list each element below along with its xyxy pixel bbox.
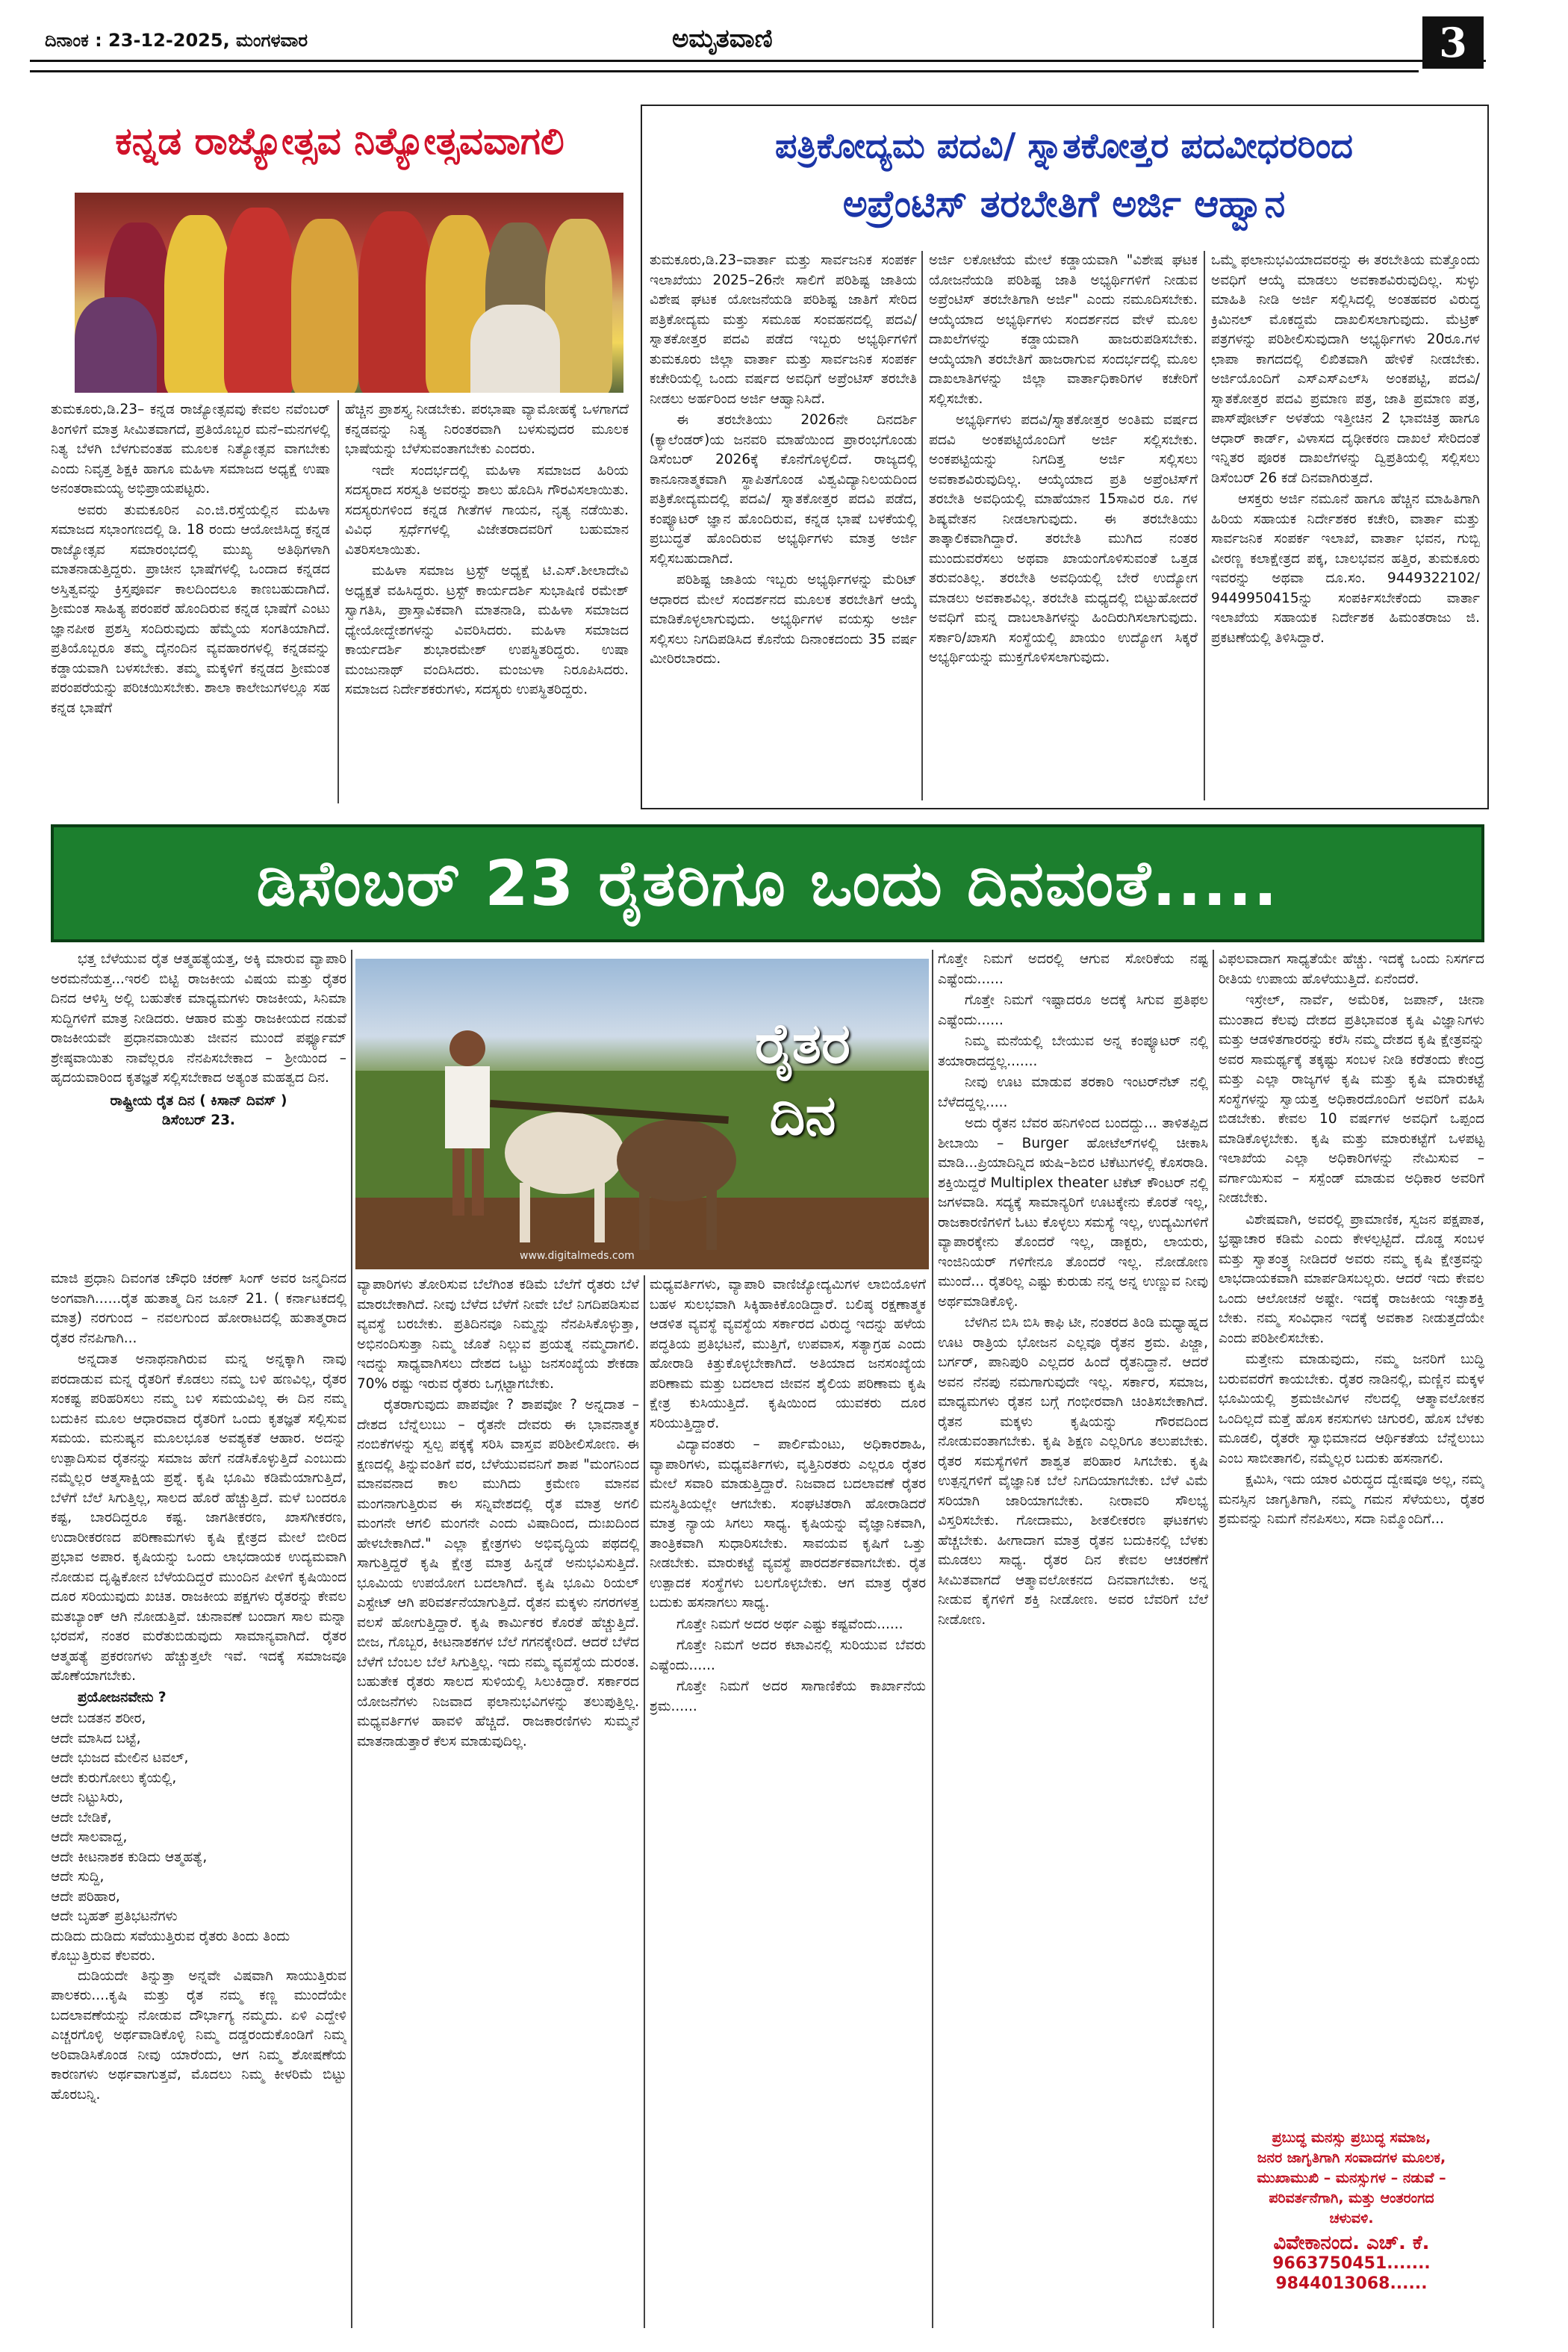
article-apprentice-col3 [1211,251,1480,800]
paragraph: ಹೆಚ್ಚಿನ ಪ್ರಾಶಸ್ತ್ಯ ನೀಡಬೇಕು. ಪರಭಾಷಾ ವ್ಯಾಮೋಹಕ್ಕೆ ಒಳಗಾಗದೆ ಕನ್ನಡವನ್ನು ನಿತ್ಯ ನಿರಂತರವಾಗಿ ಬಳಸುವುದರ ಮೂಲಕ ಭಾಷೆಯನ್ನು ಬೆಳೆಸುವಂತಾಗಬೇಕು ಎಂದರು. [345,402,629,457]
poem-line: ಆದೇ ಬೃಹತ್ ಪ್ರತಿಭಟನೆಗಳು [51,1908,178,1924]
subhead-line: ರಾಷ್ಟ್ರೀಯ ರೈತ ದಿನ ( ಕಿಸಾನ್ ದಿವಸ್ ) [110,1092,287,1109]
paragraph: ತುಮಕೂರು,ಡಿ.23–ವಾರ್ತಾ ಮತ್ತು ಸಾರ್ವಜನಿಕ ಸಂಪರ್ಕ ಇಲಾಖೆಯು 2025–26ನೇ ಸಾಲಿಗೆ ಪರಿಶಿಷ್ಟ ಜಾತಿಯ ವಿಶೇಷ ಘಟಕ ಯೋಜನೆಯಡಿ ಪರಿಶಿಷ್ಟ ಜಾತಿಗೆ ಸೇರಿದ ಪತ್ರಿಕೋದ್ಯಮ ಮತ್ತು ಸಮೂಹ ಸಂವಹನದಲ್ಲಿ ಪದವಿ/ ಸ್ನಾತಕೋತ್ತರ ಪದವಿ ಪಡೆದ ಇಬ್ಬರು ಅಭ್ಯರ್ಥಿಗಳಿಗೆ ತುಮಕೂರು ಜಿಲ್ಲಾ ವಾರ್ತಾ ಮತ್ತು ಸಾರ್ವಜನಿಕ ಸಂಪರ್ಕ ಕಚೇರಿಯಲ್ಲಿ ಒಂದು ವರ್ಷದ ಅವಧಿಗೆ ಅಪ್ರೆಂಟಿಸ್ ತರಬೇತಿ ನೀಡಲು ಅರ್ಹರಿಂದ ಅರ್ಜಿ ಆಹ್ವಾನಿಸಿದೆ. [650,252,917,407]
article-apprentice-col2 [929,251,1198,800]
paragraph: ಮಹಿಳಾ ಸಮಾಜ ಟ್ರಸ್ಟ್ ಅಧ್ಯಕ್ಷೆ ಟಿ.ಎಸ್.ಶೀಲಾದೇವಿ ಅಧ್ಯಕ್ಷತೆ ವಹಿಸಿದ್ದರು. ಟ್ರಸ್ಟ್ ಕಾರ್ಯದರ್ಶಿ ಸುಭಾಷಿಣಿ ರಮೇಶ್ ಸ್ವಾಗತಿಸಿ, ಪ್ರಾಸ್ತಾವಿಕವಾಗಿ ಮಾತನಾಡಿ, ಮಹಿಳಾ ಸಮಾಜದ ಧ್ಯೇಯೋದ್ದೇಶಗಳನ್ನು ವಿವರಿಸಿದರು. ಮಹಿಳಾ ಸಮಾಜದ ಕಾರ್ಯದರ್ಶಿ ಶುಭಾರಮೇಶ್ ಉಪಸ್ಥಿತರಿದ್ದರು. ಉಷಾ ಮಂಜುನಾಥ್ ವಂದಿಸಿದರು. ಮಂಜುಳಾ ನಿರೂಪಿಸಿದರು. ಸಮಾಜದ ನಿರ್ದೇಶಕರುಗಳು, ಸದಸ್ಯರು ಉಪಸ್ಥಿತರಿದ್ದರು. [345,563,629,697]
column-divider [921,251,923,800]
column-divider [351,950,352,2328]
farmers-day-overlay [694,1008,911,1151]
poem-line: ಆದೇ ಸಾಲವಾದ್ದ, [51,1829,128,1845]
paragraph: ವ್ಯಾಪಾರಿಗಳು ತೋರಿಸುವ ಬೆಲೆಗಿಂತ ಕಡಿಮೆ ಬೆಲೆಗೆ ರೈತರು ಬೆಳೆ ಮಾರಬೇಕಾಗಿದೆ. ನೀವು ಬೆಳೆದ ಬೆಳೆಗೆ ನೀವೇ ಬೆಲೆ ನಿಗದಿಪಡಿಸುವ ವ್ಯವಸ್ಥೆ ಬರಬೇಕು. ಪ್ರತಿದಿನವೂ ನಿಮ್ಮನ್ನು ನೆನಪಿಸಿಕೊಳ್ಳುತ್ತಾ, ಅಭಿನಂದಿಸುತ್ತಾ ನಿಮ್ಮ ಜೊತೆ ನಿಲ್ಲುವ ಪ್ರಯತ್ನ ನಮ್ಮದಾಗಲಿ. ಇದನ್ನು ಸಾಧ್ಯವಾಗಿಸಲು ದೇಶದ ಒಟ್ಟು ಜನಸಂಖ್ಯೆಯ ಶೇಕಡಾ 70% ರಷ್ಟು ಇರುವ ರೈತರು ಒಗ್ಗಟ್ಟಾಗಬೇಕು. [357,1277,639,1392]
masthead-rule [30,60,1486,62]
poem-line: ಆದೇ ಬೇಡಿಕೆ, [51,1809,112,1826]
paragraph: ವಿದ್ಯಾವಂತರು – ಪಾರ್ಲಿಮೆಂಟು, ಅಧಿಕಾರಶಾಹಿ, ವ್ಯಾಪಾರಿಗಳು, ಮಧ್ಯವರ್ತಿಗಳು, ವೃತ್ತಿನಿರತರು ಎಲ್ಲರೂ ರೈತರ ಮೇಲೆ ಸವಾರಿ ಮಾಡುತ್ತಿದ್ದಾರೆ. ನಿಜವಾದ ಬದಲಾವಣೆ ರೈತರ ಮನಸ್ಥಿತಿಯಲ್ಲೇ ಆಗಬೇಕು. ಸಂಘಟಿತರಾಗಿ ಹೋರಾಡಿದರೆ ಮಾತ್ರ ನ್ಯಾಯ ಸಿಗಲು ಸಾಧ್ಯ. ಕೃಷಿಯನ್ನು ವೈಜ್ಞಾನಿಕವಾಗಿ, ತಾಂತ್ರಿಕವಾಗಿ ಸುಧಾರಿಸಬೇಕು. ಸಾವಯವ ಕೃಷಿಗೆ ಒತ್ತು ನೀಡಬೇಕು. ಮಾರುಕಟ್ಟೆ ವ್ಯವಸ್ಥೆ ಪಾರದರ್ಶಕವಾಗಬೇಕು. ರೈತ ಉತ್ಪಾದಕ ಸಂಸ್ಥೆಗಳು ಬಲಗೊಳ್ಳಬೇಕು. ಆಗ ಮಾತ್ರ ರೈತರ ಬದುಕು ಹಸನಾಗಲು ಸಾಧ್ಯ. [650,1437,926,1611]
paragraph: ಕ್ಷಮಿಸಿ, ಇದು ಯಾರ ವಿರುದ್ಧದ ದ್ವೇಷವೂ ಅಲ್ಲ, ನಮ್ಮ ಮನಸ್ಸಿನ ಜಾಗೃತಿಗಾಗಿ, ನಮ್ಮ ಗಮನ ಸೆಳೆಯಲು, ರೈತರ ಶ್ರಮವನ್ನು ನಿಮಗೆ ನೆನಪಿಸಲು, ಸದಾ ನಿಮ್ಮೊಂದಿಗೆ... [1219,1472,1484,1527]
paragraph: ಅದು ರೈತನ ಬೆವರ ಹನಿಗಳಿಂದ ಬಂದದ್ದು... ತಾಳಿತಪ್ಪಿದ ಶೀಬಾಯಿ – Burger ಹೋಟೆಲ್‌ಗಳಲ್ಲಿ ಚೀಕಾಸಿ ಮಾಡಿ...ಪ್ರಿಯಾದಿನ್ನಿದ ಋಷಿ–ಶಿಬಿರ ಟಿಕೆಟುಗಳಲ್ಲಿ ಕೊಸರಾಡಿ. ಶಕ್ತಿಯಿದ್ದರೆ Multiplex theater ಟಿಕೆಟ್ ಕೌಂಟರ್ ನಲ್ಲಿ ಜಗಳವಾಡಿ. ಸದ್ಯಕ್ಕೆ ಸಾಮಾನ್ಯರಿಗೆ ಊಟಕ್ಕೇನು ಕೊರತೆ ಇಲ್ಲ, ರಾಜಕಾರಣಿಗಳಿಗೆ ಓಟು ಕೊಳ್ಳಲು ಸಮಸ್ಯೆ ಇಲ್ಲ, ಉದ್ಯಮಿಗಳಿಗೆ ವ್ಯಾಪಾರಕ್ಕೇನು ತೊಂದರೆ ಇಲ್ಲ, ಡಾಕ್ಟರು, ಲಾಯರು, ಇಂಜಿನಿಯರ್ ಗಳಿಗೇನೂ ತೊಂದರೆ ಇಲ್ಲ. ನೋಡೋಣ ಮುಂದೆ... ರೈತರಿಲ್ಲ ಎಷ್ಟು ಕುರುಡು ನನ್ನ ಅನ್ನ ಉಣ್ಣುವ ನೀವು ಅರ್ಥಮಾಡಿಕೊಳ್ಳಿ. [938,1116,1208,1310]
column-divider [337,400,339,803]
paragraph: ಈ ತರಬೇತಿಯು 2026ನೇ ದಿನದರ್ಶಿ (ಕ್ಯಾಲೆಂಡರ್)ಯ ಜನವರಿ ಮಾಹೆಯಿಂದ ಪ್ರಾರಂಭಗೊಂಡು ಡಿಸೆಂಬರ್ 2026ಕ್ಕೆ ಕೊನೆಗೊಳ್ಳಲಿದೆ. ರಾಜ್ಯದಲ್ಲಿ ಕಾನೂನಾತ್ಮಕವಾಗಿ ಸ್ಥಾಪಿತಗೊಂಡ ವಿಶ್ವವಿದ್ಯಾನಿಲಯದಿಂದ ಪತ್ರಿಕೋದ್ಯಮದಲ್ಲಿ ಪದವಿ/ ಸ್ನಾತಕೋತ್ತರ ಪದವಿ ಪಡೆದ, ಕಂಪ್ಯೂಟರ್ ಜ್ಞಾನ ಹೊಂದಿರುವ, ಕನ್ನಡ ಭಾಷೆ ಬಳಕೆಯಲ್ಲಿ ಪ್ರಬುದ್ಧತೆ ಹೊಂದಿರುವ ಅಭ್ಯರ್ಥಿಗಳು ಮಾತ್ರ ಅರ್ಜಿ ಸಲ್ಲಿಸಬಹುದಾಗಿದೆ. [650,412,917,567]
image-credit: www.digitalmeds.com [520,1250,635,1262]
subhead-prayojana: ಪ್ರಯೋಜನವೇನು ? [78,1689,167,1705]
poem [51,1709,346,1967]
paragraph: ದುಡಿಯದೇ ತಿನ್ನುತ್ತಾ ಅನ್ನವೇ ವಿಷವಾಗಿ ಸಾಯುತ್ತಿರುವ ಪಾಲಕರು....ಕೃಷಿ ಮತ್ತು ರೈತ ನಮ್ಮ ಕಣ್ಣ ಮುಂದೆಯೇ ಬದಲಾವಣೆಯನ್ನು ನೋಡುವ ದೌರ್ಭಾಗ್ಯ ನಮ್ಮದು. ಏಳಿ ಎದ್ದೇಳಿ ಎಚ್ಚರಗೊಳ್ಳಿ ಅರ್ಥವಾಡಿಕೊಳ್ಳಿ ನಿಮ್ಮ ದಡ್ಡರಂದುಕೊಂಡಿಗೆ ನಿಮ್ಮ ಅರಿವಾಡಿಸಿಕೊಂಡ ನೀವು ಯಾರೆಂದು, ಆಗ ನಿಮ್ಮ ಶೋಷಣೆಯ ಕಾರಣಗಳು ಅರ್ಥವಾಗುತ್ತವೆ, ಮೊದಲು ನಿಮ್ಮ ಕೀಳರಿಮೆ ಬಿಟ್ಟು ಹೊರಬನ್ನಿ. [51,1967,346,2103]
paragraph: ಗೊತ್ತೇ ನಿಮಗೆ ಇಷ್ಟಾದರೂ ಅದಕ್ಕೆ ಸಿಗುವ ಪ್ರತಿಫಲ ಎಷ್ಟೆಂದು...... [938,992,1208,1028]
poem-line: ಆದೇ ಪರಿಹಾರ, [51,1888,120,1905]
paragraph: ಗೊತ್ತೇ ನಿಮಗೆ ಅದರಲ್ಲಿ ಆಗುವ ಸೋರಿಕೆಯ ನಷ್ಟ ಎಷ್ಟೆಂದು...... [938,951,1208,987]
farmers-day-col3 [650,1275,926,2328]
paragraph: ಪರಿಶಿಷ್ಟ ಜಾತಿಯ ಇಬ್ಬರು ಅಭ್ಯರ್ಥಿಗಳನ್ನು ಮೆರಿಟ್ ಆಧಾರದ ಮೇಲೆ ಸಂದರ್ಶನದ ಮೂಲಕ ತರಬೇತಿಗೆ ಆಯ್ಕೆ ಮಾಡಿಕೊಳ್ಳಲಾಗುವುದು. ಅಭ್ಯರ್ಥಿಗಳ ವಯಸ್ಸು ಅರ್ಜಿ ಸಲ್ಲಿಸಲು ನಿಗದಿಪಡಿಸಿದ ಕೊನೆಯ ದಿನಾಂಕದಂದು 35 ವರ್ಷ ಮೀರಿರಬಾರದು. [650,572,917,667]
column-divider [932,950,933,2328]
paragraph: ರೈತರಾಗುವುದು ಪಾಪವೋ ? ಶಾಪವೋ ? ಅನ್ನದಾತ – ದೇಶದ ಬೆನ್ನೆಲುಬು – ರೈತನೇ ದೇವರು ಈ ಭಾವನಾತ್ಮಕ ನಂಬಿಕೆಗಳನ್ನು ಸ್ವಲ್ಪ ಪಕ್ಕಕ್ಕೆ ಸರಿಸಿ ವಾಸ್ತವ ಪರಿಶೀಲಿಸೋಣ. ಈ ಕ್ಷಣದಲ್ಲಿ ತಿನ್ನುವಂತಿಗೆ ವರ, ಬೆಳೆಯುವವನಿಗೆ ಶಾಪ "ಮಂಗನಿಂದ ಮಾನವನಾದ ಕಾಲ ಮುಗಿದು ಕ್ರಮೇಣ ಮಾನವ ಮಂಗನಾಗುತ್ತಿರುವ ಈ ಸನ್ನಿವೇಶದಲ್ಲಿ ರೈತ ಮಾತ್ರ ಅಗಲಿ ಮಂಗನೇ ಆಗಲಿ ಮಂಗನೇ ಎಂದು ವಿಷಾದಿಂದ, ದುಃಖದಿಂದ ಹೇಳಬೇಕಾಗಿದೆ." ಎಲ್ಲಾ ಕ್ಷೇತ್ರಗಳು ಅಭಿವೃದ್ಧಿಯ ಪಥದಲ್ಲಿ ಸಾಗುತ್ತಿದ್ದರೆ ಕೃಷಿ ಕ್ಷೇತ್ರ ಮಾತ್ರ ಹಿನ್ನಡೆ ಅನುಭವಿಸುತ್ತಿದೆ. ಭೂಮಿಯ ಉಪಯೋಗ ಬದಲಾಗಿದೆ. ಕೃಷಿ ಭೂಮಿ ರಿಯಲ್ ಎಸ್ಟೇಟ್ ಆಗಿ ಪರಿವರ್ತನೆಯಾಗುತ್ತಿದೆ. ರೈತನ ಮಕ್ಕಳು ನಗರಗಳತ್ತ ವಲಸೆ ಹೋಗುತ್ತಿದ್ದಾರೆ. ಕೃಷಿ ಕಾರ್ಮಿಕರ ಕೊರತೆ ಹೆಚ್ಚುತ್ತಿದೆ. ಬೀಜ, ಗೊಬ್ಬರ, ಕೀಟನಾಶಕಗಳ ಬೆಲೆ ಗಗನಕ್ಕೇರಿದೆ. ಆದರೆ ಬೆಳೆದ ಬೆಳೆಗೆ ಬೆಂಬಲ ಬೆಲೆ ಸಿಗುತ್ತಿಲ್ಲ. ಇದು ನಮ್ಮ ವ್ಯವಸ್ಥೆಯ ದುರಂತ. ಬಹುತೇಕ ರೈತರು ಸಾಲದ ಸುಳಿಯಲ್ಲಿ ಸಿಲುಕಿದ್ದಾರೆ. ಸರ್ಕಾರದ ಯೋಜನೆಗಳು ನಿಜವಾದ ಫಲಾನುಭವಿಗಳನ್ನು ತಲುಪುತ್ತಿಲ್ಲ. ಮಧ್ಯವರ್ತಿಗಳ ಹಾವಳಿ ಹೆಚ್ಚಿದೆ. ರಾಜಕಾರಣಿಗಳು ಸುಮ್ಮನೆ ಮಾತನಾಡುತ್ತಾರೆ ಕೆಲಸ ಮಾಡುವುದಿಲ್ಲ. [357,1397,639,1749]
article-rajyotsava-headline: ಕನ್ನಡ ರಾಜ್ಯೋತ್ಸವ ನಿತ್ಯೋತ್ಸವವಾಗಲಿ [115,119,564,163]
author-name: ವಿವೇಕಾನಂದ. ಎಚ್. ಕೆ. [1273,2232,1430,2254]
poem-line: ಆದೇ ನಿಟ್ಟುಸಿರು, [51,1790,124,1805]
paragraph: ಅಭ್ಯರ್ಥಿಗಳು ಪದವಿ/ಸ್ನಾತಕೋತ್ತರ ಅಂತಿಮ ವರ್ಷದ ಪದವಿ ಅಂಕಪಟ್ಟಿಯೊಂದಿಗೆ ಅರ್ಜಿ ಸಲ್ಲಿಸಬೇಕು. ಅಂಕಪಟ್ಟಿಯನ್ನು ನಿಗದಿತ್ತ ಅರ್ಜಿ ಸಲ್ಲಿಸಲು ಅವಕಾಶವಿರುವುದಿಲ್ಲ. ಆಯ್ಕೆಯಾದ ಪ್ರತಿ ಅಪ್ರೆಂಟಿಸ್‌ಗೆ ತರಬೇತಿ ಅವಧಿಯಲ್ಲಿ ಮಾಹೆಯಾನ 15ಸಾವಿರ ರೂ. ಗಳ ಶಿಷ್ಯವೇತನ ನೀಡಲಾಗುವುದು. ಈ ತರಬೇತಿಯು ತಾತ್ಕಾಲಿಕವಾಗಿದ್ದಾರೆ. ತರಬೇತಿ ಮುಗಿದ ನಂತರ ಮುಂದುವರೆಸಲು ಅಥವಾ ಖಾಯಂಗೊಳಿಸುವಂತೆ ಒತ್ತಡ ತರುವಂತಿಲ್ಲ. ತರಬೇತಿ ಅವಧಿಯಲ್ಲಿ ಬೇರೆ ಉದ್ಯೋಗ ಮಾಡಲು ಅವಕಾಶವಿಲ್ಲ. ತರಬೇತಿ ಮಧ್ಯದಲ್ಲಿ ಬಿಟ್ಟುಹೋದರೆ ಅವಧಿಗೆ ಮನ್ನ ದಾಬಲಾತಿಗಳನ್ನು ಹಿಂದಿರುಗಿಸಲಾಗುವುದು. ಸರ್ಕಾರಿ/ಖಾಸಗಿ ಸಂಸ್ಥೆಯಲ್ಲಿ ಖಾಯಂ ಉದ್ಯೋಗ ಸಿಕ್ಕರೆ ಅಭ್ಯರ್ಥಿಯನ್ನು ಮುಕ್ತಗೊಳಿಸಲಾಗುವುದು. [929,412,1198,665]
poem-line: ಆದೇ ಮಾಸಿದ ಬಟ್ಟೆ, [51,1730,141,1746]
paragraph: ಇಸ್ರೇಲ್, ನಾರ್ವೆ, ಅಮೆರಿಕ, ಜಪಾನ್, ಚೀನಾ ಮುಂತಾದ ಕೆಲವು ದೇಶದ ಪ್ರತಿಭಾವಂತ ಕೃಷಿ ವಿಜ್ಞಾನಿಗಳು ಮತ್ತು ಆಡಳಿತಗಾರರನ್ನು ಕರೆಸಿ ನಮ್ಮ ದೇಶದ ಕೃಷಿ ಕ್ಷೇತ್ರವನ್ನು ಅವರ ಸಾಮರ್ಥ್ಯಕ್ಕೆ ತಕ್ಕಷ್ಟು ಸಂಬಳ ನೀಡಿ ಕರೆತಂದು ಕೇಂದ್ರ ಮತ್ತು ಎಲ್ಲಾ ರಾಜ್ಯಗಳ ಕೃಷಿ ಮತ್ತು ಕೃಷಿ ಮಾರುಕಟ್ಟೆ ಸಂಸ್ಥೆಗಳನ್ನು ಸ್ವಾಯತ್ತ ಅಧಿಕಾರದೊಂದಿಗೆ ಅವರಿಗೆ ವಹಿಸಿ ಬಿಡಬೇಕು. ಕೇವಲ 10 ವರ್ಷಗಳ ಅವಧಿಗೆ ಒಪ್ಪಂದ ಮಾಡಿಕೊಳ್ಳಬೇಕು. ಕೃಷಿ ಮತ್ತು ಮಾರುಕಟ್ಟೆಗೆ ಒಳಪಟ್ಟ ಇಲಾಖೆಯ ಎಲ್ಲಾ ಅಧಿಕಾರಿಗಳನ್ನು ನೇಮಿಸುವ – ವರ್ಗಾಯಿಸುವ – ಸಸ್ಪೆಂಡ್ ಮಾಡುವ ಅಧಿಕಾರ ಅವರಿಗೆ ನೀಡಬೇಕು. [1219,992,1484,1206]
farmers-day-col1 [51,1269,346,2328]
signature-line: ಜನರ ಜಾಗೃತಿಗಾಗಿ ಸಂವಾದಗಳ ಮೂಲಕ, [1257,2150,1446,2166]
paragraph: ಆಸಕ್ತರು ಅರ್ಜಿ ನಮೂನೆ ಹಾಗೂ ಹೆಚ್ಚಿನ ಮಾಹಿತಿಗಾಗಿ ಹಿರಿಯ ಸಹಾಯಕ ನಿರ್ದೇಶಕರ ಕಚೇರಿ, ವಾರ್ತಾ ಮತ್ತು ಸಾರ್ವಜನಿಕ ಸಂಪರ್ಕ ಇಲಾಖೆ, ವಾರ್ತಾ ಭವನ, ಗುಬ್ಬಿ ವೀರಣ್ಣ ಕಲಾಕ್ಷೇತ್ರದ ಪಕ್ಕ, ಬಾಲಭವನ ಹತ್ತಿರ, ತುಮಕೂರು ಇವರನ್ನು ಅಥವಾ ದೂ.ಸಂ. 9449322102/ 9449950415ನ್ನು ಸಂಪರ್ಕಿಸಬೇಕೆಂದು ವಾರ್ತಾ ಇಲಾಖೆಯ ಸಹಾಯಕ ನಿರ್ದೇಶಕ ಹಿಮಂತರಾಜು ಜಿ. ಪ್ರಕಟಣೆಯಲ್ಲಿ ತಿಳಿಸಿದ್ದಾರೆ. [1211,491,1480,646]
article-apprentice-headline-1: ಪತ್ರಿಕೋದ್ಯಮ ಪದವಿ/ ಸ್ನಾತಕೋತ್ತರ ಪದವೀಧರರಿಂದ [774,125,1354,166]
article-apprentice-col1 [650,251,917,800]
poem-line: ಆದೇ ಕುರುಗೋಲು ಕೈಯಲ್ಲಿ, [51,1770,177,1786]
group-photo-women [75,193,623,393]
poem-line: ಆದೇ ಸುದ್ದಿ, [51,1869,105,1885]
article-rajyotsava-col2 [345,400,629,803]
paragraph: ವಿಫಲವಾದಾಗ ಸಾಧ್ಯತೆಯೇ ಹೆಚ್ಚು. ಇದಕ್ಕೆ ಒಂದು ನಿಸರ್ಗದ ರೀತಿಯ ಉಪಾಯ ಹೊಳೆಯುತ್ತಿದೆ. ಏನೆಂದರೆ. [1219,951,1484,987]
paragraph: ನಿಮ್ಮ ಮನೆಯಲ್ಲಿ ಬೇಯುವ ಅನ್ನ ಕಂಪ್ಯೂಟರ್ ನಲ್ಲಿ ತಯಾರಾದದ್ದಲ್ಲ....... [938,1033,1208,1069]
author-phone: 9844013068...... [1275,2274,1428,2293]
paragraph: ಅರ್ಜಿ ಲಕೋಟೆಯ ಮೇಲೆ ಕಡ್ಡಾಯವಾಗಿ "ವಿಶೇಷ ಘಟಕ ಯೋಜನೆಯಡಿ ಪರಿಶಿಷ್ಟ ಜಾತಿ ಅಭ್ಯರ್ಥಿಗಳಿಗೆ ನೀಡುವ ಅಪ್ರೆಂಟಿಸ್ ತರಬೇತಿಗಾಗಿ ಅರ್ಜಿ" ಎಂದು ನಮೂದಿಸಬೇಕು. ಆಯ್ಕೆಯಾದ ಅಭ್ಯರ್ಥಿಗಳು ಸಂದರ್ಶನದ ವೇಳೆ ಮೂಲ ದಾಖಲೆಗಳನ್ನು ಕಡ್ಡಾಯವಾಗಿ ಹಾಜರುಪಡಿಸಬೇಕು. ಆಯ್ಕೆಯಾಗಿ ತರಬೇತಿಗೆ ಹಾಜರಾಗುವ ಸಂದರ್ಭದಲ್ಲಿ ಮೂಲ ದಾಖಲಾತಿಗಳನ್ನು ಜಿಲ್ಲಾ ವಾರ್ತಾಧಿಕಾರಿಗಳ ಕಚೇರಿಗೆ ಸಲ್ಲಿಸಬೇಕು. [929,252,1198,407]
farmers-day-col4 [938,950,1208,2328]
masthead-title: ಅಮೃತವಾಣಿ [672,24,773,54]
poem-line: ದುಡಿದು ದುಡಿದು ಸವೆಯುತ್ತಿರುವ ರೈತರು ತಿಂದು ತಿಂದು ಕೊಬ್ಬುತ್ತಿರುವ ಕೆಲವರು. [51,1928,290,1964]
paragraph: ನೀವು ಊಟ ಮಾಡುವ ತರಕಾರಿ ಇಂಟರ್‌ನೆಟ್ ನಲ್ಲಿ ಬೆಳೆದದ್ದಲ್ಲ..... [938,1074,1208,1110]
paragraph: ಒಮ್ಮೆ ಫಲಾನುಭವಿಯಾದವರನ್ನು ಈ ತರಬೇತಿಯ ಮತ್ತೊಂದು ಅವಧಿಗೆ ಆಯ್ಕೆ ಮಾಡಲು ಅವಕಾಶವಿರುವುದಿಲ್ಲ. ಸುಳ್ಳು ಮಾಹಿತಿ ನೀಡಿ ಅರ್ಜಿ ಸಲ್ಲಿಸಿದಲ್ಲಿ ಅಂತಹವರ ವಿರುದ್ಧ ಕ್ರಿಮಿನಲ್ ಮೊಕದ್ದಮೆ ದಾಖಲಿಸಲಾಗುವುದು. ಮೆಟ್ರಿಕ್ ಪತ್ರಗಳನ್ನು ಪರಿಶೀಲಿಸುವುದಾಗಿ ಅಭ್ಯರ್ಥಿಗಳು 20ರೂ.ಗಳ ಛಾಪಾ ಕಾಗದದಲ್ಲಿ ಲಿಖಿತವಾಗಿ ಹೇಳಿಕೆ ನೀಡಬೇಕು. ಅರ್ಜಿಯೊಂದಿಗೆ ಎಸ್‌ಎಸ್‌ಎಲ್‌ಸಿ ಅಂಕಪಟ್ಟಿ, ಪದವಿ/ಸ್ನಾತಕೋತ್ತರ ಪದವಿ ಪ್ರಮಾಣ ಪತ್ರ, ಜಾತಿ ಪ್ರಮಾಣ ಪತ್ರ, ಪಾಸ್‌ಪೋರ್ಟ್ ಅಳತೆಯ ಇತ್ತೀಚಿನ 2 ಭಾವಚಿತ್ರ ಹಾಗೂ ಆಧಾರ್ ಕಾರ್ಡ್, ವಿಳಾಸದ ದೃಢೀಕರಣ ದಾಖಲೆ ಸೇರಿದಂತೆ ಇನ್ನಿತರ ಪೂರಕ ದಾಖಲೆಗಳನ್ನು ದ್ವಿಪ್ರತಿಯಲ್ಲಿ ಸಲ್ಲಿಸಲು ಡಿಸೆಂಬರ್ 26 ಕಡೆ ದಿನವಾಗಿರುತ್ತದೆ. [1211,252,1480,486]
paragraph: ಗೊತ್ತೇ ನಿಮಗೆ ಅದರ ಅರ್ಥ ಎಷ್ಟು ಕಷ್ಟವೆಂದು...... [676,1616,903,1632]
paragraph: ಮಾಜಿ ಪ್ರಧಾನಿ ದಿವಂಗತ ಚೌಧರಿ ಚರಣ್ ಸಿಂಗ್ ಅವರ ಜನ್ಮದಿನದ ಅಂಗವಾಗಿ......ರೈತ ಹುತಾತ್ಮ ದಿನ ಜೂನ್ 21. ( ಕರ್ನಾಟಕದಲ್ಲಿ ಮಾತ್ರ) ನರಗುಂದ – ನವಲಗುಂದ ಹೋರಾಟದಲ್ಲಿ ಹುತಾತ್ಮರಾದ ರೈತರ ನೆನಪಿಗಾಗಿ... [51,1271,346,1346]
paragraph: ವಿಶೇಷವಾಗಿ, ಅವರಲ್ಲಿ ಪ್ರಾಮಾಣಿಕ, ಸ್ವಜನ ಪಕ್ಷಪಾತ, ಭ್ರಷ್ಟಾಚಾರ ಕಡಿಮೆ ಎಂದು ಕೇಳಲ್ಪಟ್ಟಿದೆ. ದೊಡ್ಡ ಸಂಬಳ ಮತ್ತು ಸ್ವಾತಂತ್ರ್ಯ ನೀಡಿದರೆ ಅವರು ನಮ್ಮ ಕೃಷಿ ಕ್ಷೇತ್ರವನ್ನು ಲಾಭದಾಯಕವಾಗಿ ಮಾರ್ಪಡಿಸಬಲ್ಲರು. ಆದರೆ ಇದು ಕೇವಲ ಒಂದು ಆಲೋಚನೆ ಅಷ್ಟೇ. ಇದಕ್ಕೆ ರಾಜಕೀಯ ಇಚ್ಛಾಶಕ್ತಿ ಬೇಕು. ನಮ್ಮ ಸಂವಿಧಾನ ಇದಕ್ಕೆ ಅವಕಾಶ ನೀಡುತ್ತದೆಯೇ ಎಂದು ಪರಿಶೀಲಿಸಬೇಕು. [1219,1211,1484,1346]
paragraph: ತುಮಕೂರು,ಡಿ.23– ಕನ್ನಡ ರಾಜ್ಯೋತ್ಸವವು ಕೇವಲ ನವೆಂಬರ್ ತಿಂಗಳಿಗೆ ಮಾತ್ರ ಸೀಮಿತವಾಗದೆ, ಪ್ರತಿಯೊಬ್ಬರ ಮನೆ–ಮನಗಳಲ್ಲಿ ನಿತ್ಯ ಬೆಳಗಿ ಬೆಳಗುವಂತಹ ಮೂಲಕ ನಿತ್ಯೋತ್ಸವ ವಾಗಬೇಕು ಎಂದು ನಿವೃತ್ತ ಶಿಕ್ಷಕಿ ಹಾಗೂ ಮಹಿಳಾ ಸಮಾಜದ ಅಧ್ಯಕ್ಷೆ ಉಷಾ ಅನಂತರಾಮಯ್ಯ ಅಭಿಪ್ರಾಯಪಟ್ಟರು. [51,402,330,497]
overlay-line-2: ದಿನ [769,1083,836,1148]
author-phone: 9663750451....... [1272,2254,1431,2273]
farmers-day-col2 [357,1275,639,2328]
column-divider [1204,251,1205,800]
paragraph: ಅನ್ನದಾತ ಅನಾಥನಾಗಿರುವ ಮನ್ನ ಅನ್ನಕ್ಕಾಗಿ ನಾವು ಪರದಾಡುವ ಮನ್ನ ರೈತರಿಗೆ ಕೊಡಲು ನಮ್ಮ ಬಳಿ ಹಣವಿಲ್ಲ, ರೈತರ ಸಂಕಷ್ಟ ಪರಿಹರಿಸಲು ನಮ್ಮ ಬಳಿ ಸಮಯವಿಲ್ಲ ಈ ದಿನ ನಮ್ಮ ಬದುಕಿನ ಮೂಲ ಆಧಾರವಾದ ರೈತರಿಗೆ ಒಂದು ಕೃತಜ್ಞತೆ ಸಲ್ಲಿಸುವ ಸಮಯ. ಮನುಷ್ಯನ ಮೂಲಭೂತ ಅವಶ್ಯಕತೆ ಆಹಾರ. ಅದನ್ನು ಉತ್ಪಾದಿಸುವ ರೈತನನ್ನು ಸಮಾಜ ಹೇಗೆ ನಡೆಸಿಕೊಳ್ಳುತ್ತಿದೆ ಎಂಬುದು ನಮ್ಮೆಲ್ಲರ ಆತ್ಮಸಾಕ್ಷಿಯ ಪ್ರಶ್ನೆ. ಕೃಷಿ ಭೂಮಿ ಕಡಿಮೆಯಾಗುತ್ತಿದೆ, ಬೆಳೆಗೆ ಬೆಲೆ ಸಿಗುತ್ತಿಲ್ಲ, ಸಾಲದ ಹೊರೆ ಹೆಚ್ಚುತ್ತಿದೆ. ಮಳೆ ಬಂದರೂ ಕಷ್ಟ, ಬಾರದಿದ್ದರೂ ಕಷ್ಟ. ಜಾಗತೀಕರಣ, ಖಾಸಗೀಕರಣ, ಉದಾರೀಕರಣದ ಪರಿಣಾಮಗಳು ಕೃಷಿ ಕ್ಷೇತ್ರದ ಮೇಲೆ ಬೀರಿದ ಪ್ರಭಾವ ಅಪಾರ. ಕೃಷಿಯನ್ನು ಒಂದು ಲಾಭದಾಯಕ ಉದ್ಯಮವಾಗಿ ನೋಡುವ ದೃಷ್ಟಿಕೋನ ಬೆಳೆಯದಿದ್ದರೆ ಮುಂದಿನ ಪೀಳಿಗೆ ಕೃಷಿಯಿಂದ ದೂರ ಸರಿಯುವುದು ಖಚಿತ. ರಾಜಕೀಯ ಪಕ್ಷಗಳು ರೈತರನ್ನು ಕೇವಲ ಮತಬ್ಯಾಂಕ್ ಆಗಿ ನೋಡುತ್ತಿವೆ. ಚುನಾವಣೆ ಬಂದಾಗ ಸಾಲ ಮನ್ನಾ ಭರವಸೆ, ನಂತರ ಮರೆತುಬಿಡುವುದು ಸಾಮಾನ್ಯವಾಗಿದೆ. ರೈತರ ಆತ್ಮಹತ್ಯೆ ಪ್ರಕರಣಗಳು ಹೆಚ್ಚುತ್ತಲೇ ಇವೆ. ಇದಕ್ಕೆ ಸಮಾಜವೂ ಹೊಣೆಯಾಗಬೇಕು. [51,1351,346,1684]
paragraph: ಬೆಳಗಿನ ಬಿಸಿ ಬಿಸಿ ಕಾಫಿ ಟೀ, ನಂತರದ ತಿಂಡಿ ಮಧ್ಯಾಹ್ನದ ಊಟ ರಾತ್ರಿಯ ಭೋಜನ ಎಲ್ಲವೂ ರೈತನ ಶ್ರಮ. ಪಿಜ್ಜಾ, ಬರ್ಗರ್, ಪಾನಿಪುರಿ ಎಲ್ಲದರ ಹಿಂದೆ ರೈತನಿದ್ದಾನೆ. ಆದರೆ ಅವನ ನೆನಪು ನಮಗಾಗುವುದೇ ಇಲ್ಲ. ಸರ್ಕಾರ, ಸಮಾಜ, ಮಾಧ್ಯಮಗಳು ರೈತನ ಬಗ್ಗೆ ಗಂಭೀರವಾಗಿ ಚಿಂತಿಸಬೇಕಾಗಿದೆ. ರೈತನ ಮಕ್ಕಳು ಕೃಷಿಯನ್ನು ಗೌರವದಿಂದ ನೋಡುವಂತಾಗಬೇಕು. ಕೃಷಿ ಶಿಕ್ಷಣ ಎಲ್ಲರಿಗೂ ತಲುಪಬೇಕು. ರೈತರ ಸಮಸ್ಯೆಗಳಿಗೆ ಶಾಶ್ವತ ಪರಿಹಾರ ಸಿಗಬೇಕು. ಕೃಷಿ ಉತ್ಪನ್ನಗಳಿಗೆ ವೈಜ್ಞಾನಿಕ ಬೆಲೆ ನಿಗದಿಯಾಗಬೇಕು. ಬೆಳೆ ವಿಮೆ ಸರಿಯಾಗಿ ಜಾರಿಯಾಗಬೇಕು. ನೀರಾವರಿ ಸೌಲಭ್ಯ ವಿಸ್ತರಿಸಬೇಕು. ಗೋದಾಮು, ಶೀತಲೀಕರಣ ಘಟಕಗಳು ಹೆಚ್ಚಬೇಕು. ಹೀಗಾದಾಗ ಮಾತ್ರ ರೈತನ ಬದುಕಿನಲ್ಲಿ ಬೆಳಕು ಮೂಡಲು ಸಾಧ್ಯ. ರೈತರ ದಿನ ಕೇವಲ ಆಚರಣೆಗೆ ಸೀಮಿತವಾಗದೆ ಆತ್ಮಾವಲೋಕನದ ದಿನವಾಗಬೇಕು. ಅನ್ನ ನೀಡುವ ಕೈಗಳಿಗೆ ಶಕ್ತಿ ನೀಡೋಣ. ಅವರ ಬೆವರಿಗೆ ಬೆಲೆ ನೀಡೋಣ. [938,1315,1208,1628]
paragraph: ಮತ್ತೇನು ಮಾಡುವುದು, ನಮ್ಮ ಜನರಿಗೆ ಬುದ್ಧಿ ಬರುವವರೆಗೆ ಕಾಯಬೇಕು. ರೈತರ ನಾಡಿನಲ್ಲಿ, ಮಣ್ಣಿನ ಮಕ್ಕಳ ಭೂಮಿಯಲ್ಲಿ ಶ್ರಮಜೀವಿಗಳ ನೆಲದಲ್ಲಿ ಆತ್ಮಾವಲೋಕನ ಒಂದಿಲ್ಲದೆ ಮತ್ತೆ ಹೊಸ ಕನಸುಗಳು ಚಿಗುರಲಿ, ಹೊಸ ಬೆಳಕು ಮೂಡಲಿ, ರೈತರೇ ಸ್ವಾಭಿಮಾನದ ಆರ್ಥಿಕತೆಯ ಬೆನ್ನೆಲುಬು ಎಂಬ ಸಾಬೀತಾಗಲಿ, ನಮ್ಮೆಲ್ಲರ ಬದುಕು ಹಸನಾಗಲಿ. [1219,1351,1484,1466]
subhead-line: ಡಿಸೆಂಬರ್ 23. [162,1113,235,1128]
paragraph: ಭತ್ತ ಬೆಳೆಯುವ ರೈತ ಆತ್ಮಹತ್ಯೆಯತ್ತ, ಅಕ್ಕಿ ಮಾರುವ ವ್ಯಾಪಾರಿ ಅರಮನೆಯತ್ತ...ಇರಲಿ ಬಿಟ್ಟಿ ರಾಜಕೀಯ ವಿಷಯ ಮತ್ತು ರೈತರ ದಿನದ ಆಳಿಸ್ತಿ ಅಲ್ಲಿ ಬಹುತೇಕ ಮಾಧ್ಯಮಗಳು ರಾಜಕೀಯ, ಸಿನಿಮಾ ಸುದ್ದಿಗಳಿಗೆ ಮಾತ್ರ ನೀಡಿದರು. ಆಹಾರ ಮತ್ತು ರಾಜಕೀಯದ ನಡುವೆ ರಾಜಕೀಯವೇ ಪ್ರಧಾನವಾಯಿತು ಜೀವನ ಮುಂದೆ ಪರ್ಫ್ಯೂಮ್ ಶ್ರೇಷ್ಠವಾಯಿತು ನಾವೆಲ್ಲರೂ ನೆನಪಿಸಬೇಕಾದ – ಶ್ರೀಯಿಂದ – ಹೃದಯವಾರಿಂದ ಕೃತಜ್ಞತೆ ಸಲ್ಲಿಸಬೇಕಾದ ಅತ್ಯಂತ ಮಹತ್ವದ ದಿನ. [51,951,346,1086]
signature-line: ಮುಖಾಮುಖಿ – ಮನಸ್ಸುಗಳ – ನಡುವೆ – [1257,2170,1446,2186]
paragraph: ಮಧ್ಯವರ್ತಿಗಳು, ವ್ಯಾಪಾರಿ ವಾಣಿಜ್ಯೋದ್ಯಮಿಗಳ ಲಾಬಿಯೊಳಗೆ ಬಹಳ ಸುಲಭವಾಗಿ ಸಿಕ್ಕಿಹಾಕಿಕೊಂಡಿದ್ದಾರೆ. ಬಲಿಷ್ಠ ರಕ್ಷಣಾತ್ಮಕ ಆಡಳಿತ ವ್ಯವಸ್ಥೆ ವ್ಯವಸ್ಥೆಯ ಸರ್ಕಾರದ ವಿರುದ್ಧ ಇದನ್ನು ಹಳೆಯ ಪದ್ಧತಿಯ ಪ್ರತಿಭಟನೆ, ಮುತ್ತಿಗೆ, ಉಪವಾಸ, ಸತ್ಯಾಗ್ರಹ ಎಂದು ಹೋರಾಡಿ ಕಿತ್ತುಕೊಳ್ಳಬೇಕಾಗಿದೆ. ಅತಿಯಾದ ಜನಸಂಖ್ಯೆಯ ಪರಿಣಾಮ ಮತ್ತು ಬದಲಾದ ಜೀವನ ಶೈಲಿಯ ಪರಿಣಾಮ ಕೃಷಿ ಕ್ಷೇತ್ರ ಕುಸಿಯುತ್ತಿದೆ. ಕೃಷಿಯಿಂದ ಯುವಕರು ದೂರ ಸರಿಯುತ್ತಿದ್ದಾರೆ. [650,1277,926,1431]
farmers-day-banner-text: ಡಿಸೆಂಬರ್ 23 ರೈತರಿಗೂ ಒಂದು ದಿನವಂತೆ..... [256,847,1279,920]
farmers-day-col1-top [51,950,346,1263]
column-divider [1213,950,1214,2328]
signature-line: ಪ್ರಬುದ್ಧ ಮನಸ್ಸು ಪ್ರಬುದ್ಧ ಸಮಾಜ, [1272,2129,1431,2146]
article-apprentice-headline-2: ಅಪ್ರೆಂಟಿಸ್ ತರಬೇತಿಗೆ ಅರ್ಜಿ ಆಹ್ವಾನ [842,182,1286,225]
article-rajyotsava-col1 [51,400,330,803]
page-number: 3 [1422,16,1484,69]
paragraph: ಅವರು ತುಮಕೂರಿನ ಎಂ.ಜಿ.ರಸ್ತೆಯಲ್ಲಿನ ಮಹಿಳಾ ಸಮಾಜದ ಸಭಾಂಗಣದಲ್ಲಿ ಡಿ. 18 ರಂದು ಆಯೋಜಿಸಿದ್ದ ಕನ್ನಡ ರಾಜ್ಯೋತ್ಸವ ಸಮಾರಂಭದಲ್ಲಿ ಮುಖ್ಯ ಅತಿಥಿಗಳಾಗಿ ಮಾತನಾಡುತ್ತಿದ್ದರು. ಪ್ರಾಚೀನ ಭಾಷೆಗಳಲ್ಲಿ ಒಂದಾದ ಕನ್ನಡದ ಅಸ್ತಿತ್ವವನ್ನು ಕ್ರಿಸ್ತಪೂರ್ವ ಕಾಲದಿಂದಲೂ ಕಾಣಬಹುದಾಗಿದೆ. ಶ್ರೀಮಂತ ಸಾಹಿತ್ಯ ಪರಂಪರೆ ಹೊಂದಿರುವ ಕನ್ನಡ ಭಾಷೆಗೆ ಎಂಟು ಜ್ಞಾನಪೀಠ ಪ್ರಶಸ್ತಿ ಸಂದಿರುವುದು ಹೆಮ್ಮೆಯ ಸಂಗತಿಯಾಗಿದೆ. ಪ್ರತಿಯೊಬ್ಬರೂ ತಮ್ಮ ದೈನಂದಿನ ವ್ಯವಹಾರಗಳಲ್ಲಿ ಕನ್ನಡವನ್ನು ಕಡ್ಡಾಯವಾಗಿ ಬಳಸಬೇಕು. ತಮ್ಮ ಮಕ್ಕಳಿಗೆ ಕನ್ನಡದ ಶ್ರೀಮಂತ ಪರಂಪರೆಯನ್ನು ಪರಿಚಯಿಸಬೇಕು. ಶಾಲಾ ಕಾಲೇಜುಗಳಲ್ಲೂ ಸಹ ಕನ್ನಡ ಭಾಷೆಗೆ [51,502,330,716]
signature-line: ಪರಿವರ್ತನೆಗಾಗಿ, ಮತ್ತು ಆಂತರಂಗದ [1269,2190,1434,2206]
paragraph: ಗೊತ್ತೇ ನಿಮಗೆ ಅದರ ಸಾಗಾಣಿಕೆಯ ಕಾರ್ಖಾನೆಯ ಶ್ರಮ...... [650,1679,926,1714]
poem-line: ಆದೇ ಭುಜದ ಮೇಲಿನ ಟವಲ್, [51,1750,189,1766]
paragraph: ಇದೇ ಸಂದರ್ಭದಲ್ಲಿ ಮಹಿಳಾ ಸಮಾಜದ ಹಿರಿಯ ಸದಸ್ಯರಾದ ಸರಸ್ವತಿ ಅವರನ್ನು ಶಾಲು ಹೊದಿಸಿ ಗೌರವಿಸಲಾಯಿತು. ಸದಸ್ಯರುಗಳಿಂದ ಕನ್ನಡ ಗೀತೆಗಳ ಗಾಯನ, ನೃತ್ಯ ನಡೆಯಿತು. ವಿವಿಧ ಸ್ಪರ್ಧೆಗಳಲ್ಲಿ ವಿಜೇತರಾದವರಿಗೆ ಬಹುಮಾನ ವಿತರಿಸಲಾಯಿತು. [345,462,629,558]
column-divider [644,1275,645,2328]
subhead-national-farmers-day [51,1092,346,1131]
paragraph: ಗೊತ್ತೇ ನಿಮಗೆ ಅದರ ಕಟಾವಿನಲ್ಲಿ ಸುರಿಯುವ ಬೆವರು ಎಷ್ಟೆಂದು...... [650,1637,926,1673]
author-signature-block [1219,2128,1484,2294]
poem-line: ಆದೇ ಕೀಟನಾಶಕ ಕುಡಿದು ಆತ್ಮಹತ್ಯೆ, [51,1849,208,1865]
farmers-day-col5 [1219,950,1484,2122]
masthead-date: ದಿನಾಂಕ : 23-12-2025, ಮಂಗಳವಾರ [45,30,308,51]
masthead-rule-double [30,70,1419,72]
poem-line: ಆದೇ ಬಡತನ ಶರೀರ, [51,1711,146,1726]
signature-line: ಚಳುವಳಿ. [1329,2210,1374,2227]
overlay-line-1: ರೈತರ [754,1012,851,1076]
